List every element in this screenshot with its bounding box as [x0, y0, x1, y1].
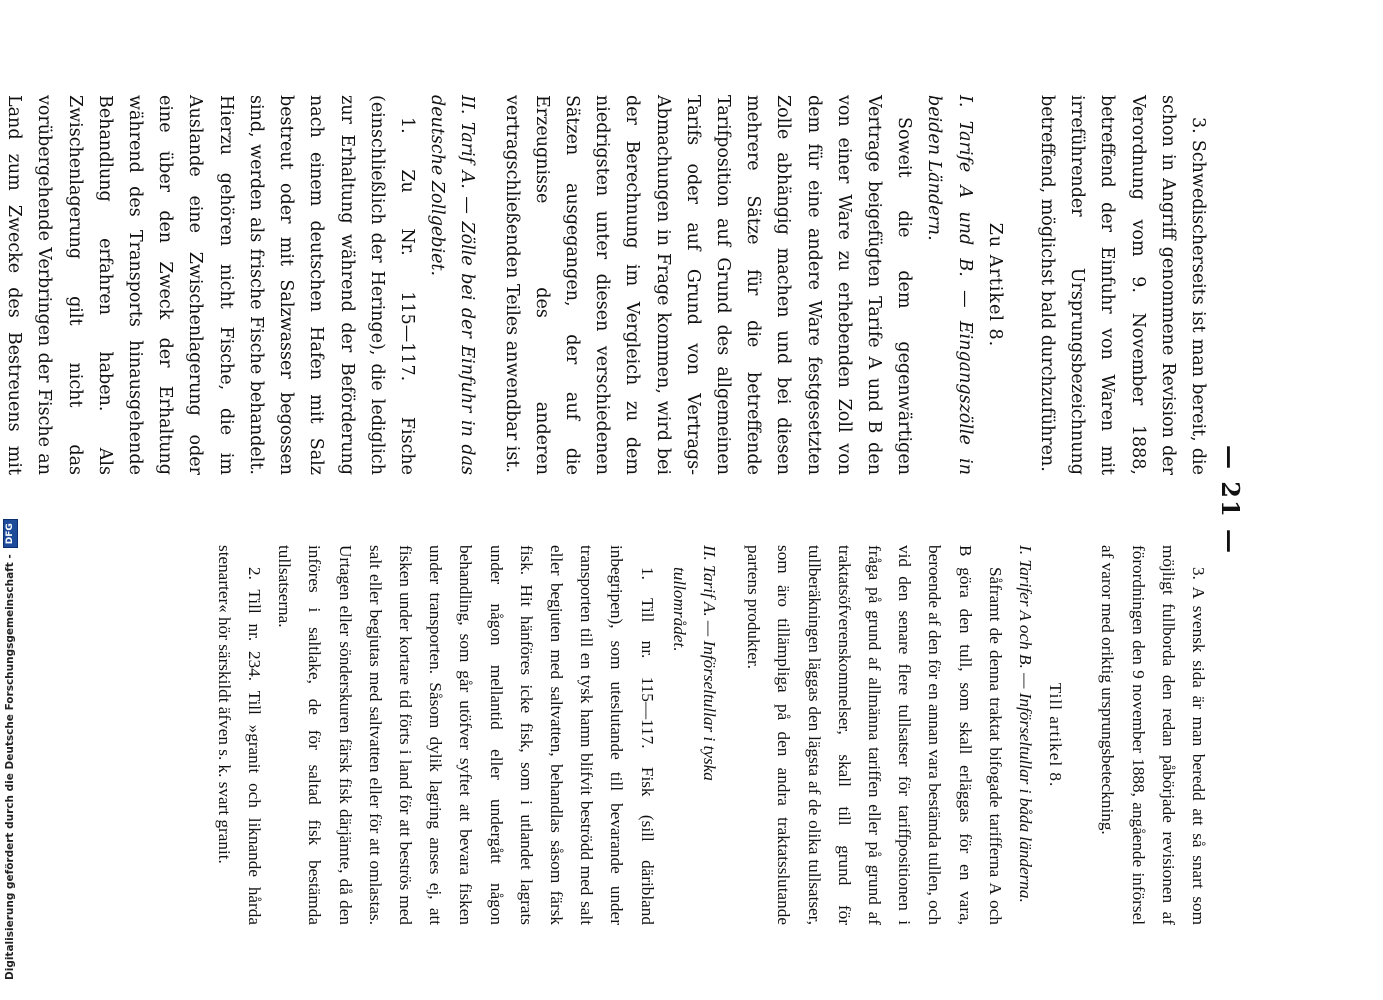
german-para-3: 3. Schwedischerseits ist man bereit, die schon in Angriff genommene Revision der Verordnung vom 9. November 1888, betreffend der Einfuhr von Waren mit irreführender Ursprungsbezeichnung betreffend, möglichst bald durchzuführen.: [1036, 95, 1208, 475]
footer-text: Digitalisierung gefördert durch die Deutsche Forschungsgemeinschaft -: [4, 554, 16, 980]
footer: [0, 0, 20, 1000]
swedish-section-1-text: Såframt de denna traktat bifogade tarifferna A och B göra den tull, som skall erläggas för en vara, beroende af den för en annan vara bestämda tullen, och vid den senare flere tullsatser för tariffpositionen i fråga på grund af allmänna tariffen eller på grund af traktatsöfverenskommelser, skall till grund för tullberäkningen läggas den lägsta af de olika tullsatser, som äro tillämpliga på den andra traktatsslutande partens produkter.: [744, 545, 1005, 925]
dfg-logo: DFG: [3, 519, 18, 548]
swedish-section-1-title: I. Tarifer A och B. — Införseltullar i båda länderna.: [1015, 545, 1035, 903]
footer-rotator: [0, 0, 20, 1000]
swedish-section-2-para-2: 2. Till nr. 234. Till »granit och liknande hårda stenarter« hör särskildt äfven s. k. svart granit.: [214, 545, 264, 925]
german-section-1-title: I. Tarife A und B. — Eingangszölle in beiden Ländern.: [924, 95, 975, 475]
page-number: — 21 —: [1216, 444, 1245, 556]
german-column: [0, 95, 1213, 475]
swedish-para-3: 3. A svensk sida är man beredd att så snart som möjligt fullborda den redan påbörjade revisionen af förordningen den 9 november 1888, angående införsel af varor med oriktig ursprungsbeteckning.: [1098, 545, 1208, 925]
swedish-section-2-title: II. Tarif A. — Införseltullar i tyska: [699, 545, 719, 781]
swedish-section-2-subtitle: tullområdet.: [669, 567, 689, 652]
swedish-column: [209, 545, 1214, 925]
german-section-2-para-1: 1. Zu Nr. 115—117. Fische (einschließlich der Heringe), die lediglich zur Erhaltung während der Beförderung nach einem deutschen Hafen mit Salz bestreut oder mit Salzwasser begossen sind, werden als frische Fische behandelt. Hierzu gehören nicht Fische, die im Auslande eine Zwischenlagerung oder eine über den Zweck der Erhaltung während des Transports hinausgehende Behandlung erfahren haben. Als Zwischenlagerung gilt nicht das vorübergehende Verbringen der Fische an Land zum Zwecke des Bestreuens mit: [4, 95, 417, 475]
swedish-section-2-para-1: 1. Till nr. 115—117. Fisk (sill däribland inbegripen), som uteslutande till bevarande under transporten till en tysk hamn blifvit beströdd med salt eller begjuten med saltvatten, behandlas såsom färsk fisk. Hit hänföres icke fisk, som i utlandet lagrats under någon mellantid eller undergått någon behandling, som går utöfver syftet att bevara fisken under transporten. Såsom dylik lagring anses ej, att fisken under kortare tid förts i land för att beströs med salt eller begjutas med saltvatten eller för att omlastas. Urtagen eller sönderskuren färsk fisk därjämte, då den införes i saltlake, de för saltad fisk bestämda tullsatserna.: [275, 545, 657, 925]
german-section-2-title: II. Tarif A. — Zölle bei der Einfuhr in das deutsche Zollgebiet.: [427, 95, 478, 475]
german-section-1-text: Soweit die dem gegenwärtigen Vertrage beigefügten Tarife A und B den von einer Ware zu erhebenden Zoll von dem für eine andere Ware festgesetzten Zolle abhängig machen und bei diesen mehrere Sätze für die betreffende Tarifposition auf Grund des allgemeinen Tarifs oder auf Grund von Vertrags-Abmachungen in Frage kommen, wird bei der Berechnung im Vergleich zu dem niedrigsten unter diesen verschiedenen Sätzen ausgegangen, der auf die Erzeugnisse des anderen vertragschließenden Teiles anwendbar ist.: [501, 95, 915, 475]
german-article-heading: Zu Artikel 8.: [984, 222, 1005, 348]
swedish-article-heading: Till artikel 8.: [1046, 682, 1066, 788]
